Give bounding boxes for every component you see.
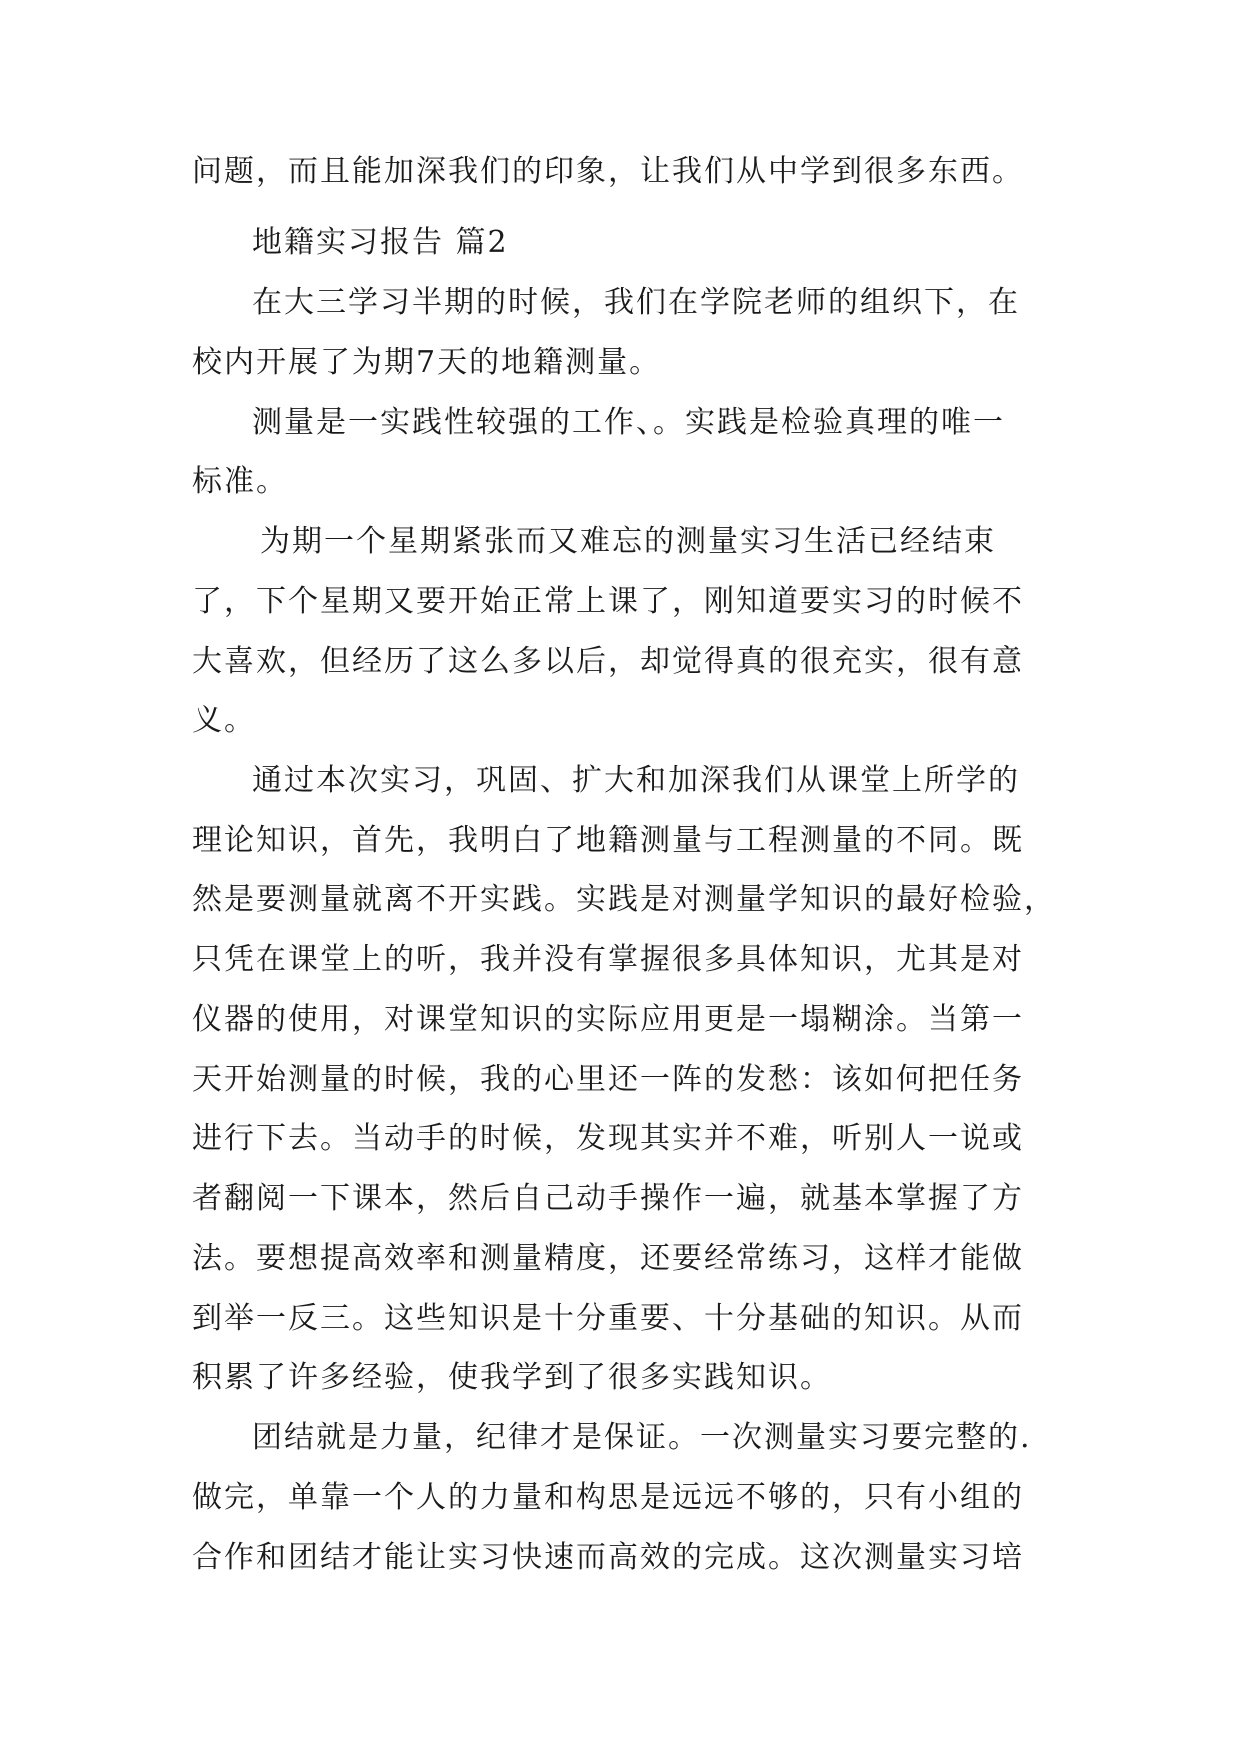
text-line: 然是要测量就离不开实践。实践是对测量学知识的最好检验， (192, 882, 1056, 917)
text-line: 校内开展了为期7天的地籍测量。 (192, 345, 662, 380)
text-line: 只凭在课堂上的听，我并没有掌握很多具体知识，尤其是对 (192, 942, 1024, 977)
text-line: 法。要想提高效率和测量精度，还要经常练习，这样才能做 (192, 1241, 1024, 1276)
text-line: 在大三学习半期的时候，我们在学院老师的组织下，在 (252, 285, 1020, 320)
text-line: 做完，单靠一个人的力量和构思是远远不够的，只有小组的 (192, 1480, 1024, 1515)
text-line: 合作和团结才能让实习快速而高效的完成。这次测量实习培 (192, 1540, 1024, 1575)
text-line: 到举一反三。这些知识是十分重要、十分基础的知识。从而 (192, 1301, 1024, 1336)
text-line: 团结就是力量，纪律才是保证。一次测量实习要完整的. (252, 1420, 1032, 1455)
text-line: 进行下去。当动手的时候，发现其实并不难，听别人一说或 (192, 1121, 1024, 1156)
text-line: 为期一个星期紧张而又难忘的测量实习生活已经结束 (260, 524, 996, 559)
text-line: 积累了许多经验，使我学到了很多实践知识。 (192, 1360, 832, 1395)
text-line: 者翻阅一下课本，然后自己动手操作一遍，就基本掌握了方 (192, 1181, 1024, 1216)
text-line: 问题，而且能加深我们的印象，让我们从中学到很多东西。 (192, 154, 1024, 189)
text-line: 通过本次实习，巩固、扩大和加深我们从课堂上所学的 (252, 763, 1020, 798)
text-line: 标准。 (192, 464, 288, 499)
text-line: 天开始测量的时候，我的心里还一阵的发愁：该如何把任务 (192, 1062, 1024, 1097)
text-line: 了，下个星期又要开始正常上课了，刚知道要实习的时候不 (192, 584, 1024, 619)
text-line: 大喜欢，但经历了这么多以后，却觉得真的很充实，很有意 (192, 644, 1024, 679)
text-line: 理论知识，首先，我明白了地籍测量与工程测量的不同。既 (192, 823, 1024, 858)
text-line: 义。 (192, 703, 256, 738)
text-line: 测量是一实践性较强的工作、。实践是检验真理的唯一 (252, 405, 1005, 440)
text-line: 仪器的使用，对课堂知识的实际应用更是一塌糊涂。当第一 (192, 1002, 1024, 1037)
section-heading: 地籍实习报告 篇2 (252, 225, 509, 260)
